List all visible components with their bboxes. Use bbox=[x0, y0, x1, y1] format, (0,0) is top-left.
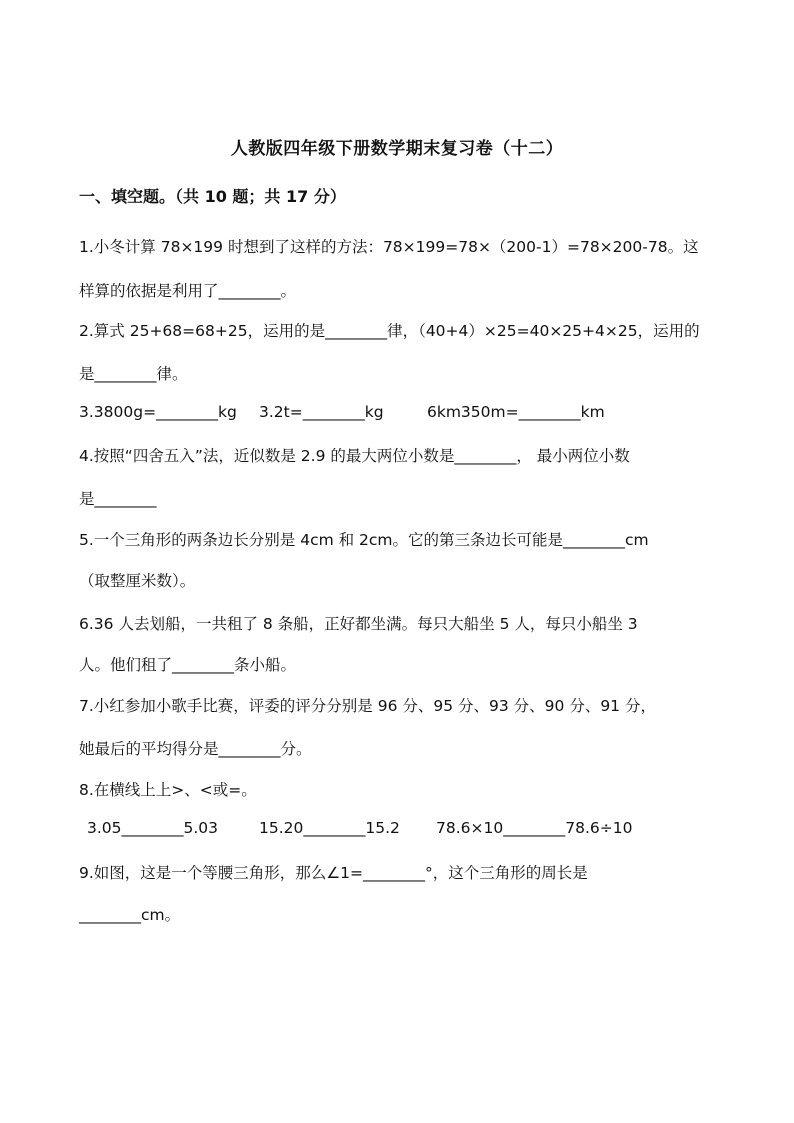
q9-line-2: ________cm。 bbox=[79, 906, 181, 924]
q6-line-1: 6.36 人去划船，一共租了 8 条船，正好都坐满。每只大船坐 5 人，每只小船坐 3 bbox=[79, 615, 638, 633]
q3-item-3: 6km350m=________km bbox=[427, 403, 605, 421]
q5-line-1: 5.一个三角形的两条边长分别是 4cm 和 2cm。它的第三条边长可能是________cm bbox=[79, 531, 649, 549]
q7-line-2: 她最后的平均得分是________分。 bbox=[79, 740, 312, 758]
q3-item-1: 3.3800g=________kg bbox=[79, 403, 237, 421]
q8-item-2: 15.20________15.2 bbox=[259, 819, 400, 837]
q3-item-2: 3.2t=________kg bbox=[259, 403, 384, 421]
q4-line-2: 是________ bbox=[79, 490, 157, 508]
q2-line-2: 是________律。 bbox=[79, 365, 188, 383]
q8-item-3: 78.6×10________78.6÷10 bbox=[436, 819, 633, 837]
q5-line-2: （取整厘米数）。 bbox=[79, 572, 196, 590]
q8-item-1: 3.05________5.03 bbox=[87, 819, 219, 837]
section-heading: 一、填空题。（共 10 题；共 17 分） bbox=[79, 187, 346, 206]
q6-line-2: 人。他们租了________条小船。 bbox=[79, 656, 297, 674]
q7-line-1: 7.小红参加小歌手比赛，评委的评分分别是 96 分、95 分、93 分、90 分、91 分， bbox=[79, 697, 656, 715]
q1-line-2: 样算的依据是利用了________。 bbox=[79, 282, 297, 300]
q9-line-1: 9.如图，这是一个等腰三角形，那么∠1=________°，这个三角形的周长是 bbox=[79, 864, 588, 882]
q2-line-1: 2.算式 25+68=68+25，运用的是________律，（40+4）×25=40×25+4×25，运用的 bbox=[79, 322, 700, 340]
q1-line-1: 1.小冬计算 78×199 时想到了这样的方法：78×199=78×（200-1）=78×200-78。这 bbox=[79, 238, 699, 256]
q4-line-1: 4.按照“四舍五入”法，近似数是 2.9 的最大两位小数是________， 最小两位小数 bbox=[79, 447, 630, 465]
q8-prompt: 8.在横线上上>、<或=。 bbox=[79, 781, 257, 799]
page-title: 人教版四年级下册数学期末复习卷（十二） bbox=[230, 139, 564, 159]
